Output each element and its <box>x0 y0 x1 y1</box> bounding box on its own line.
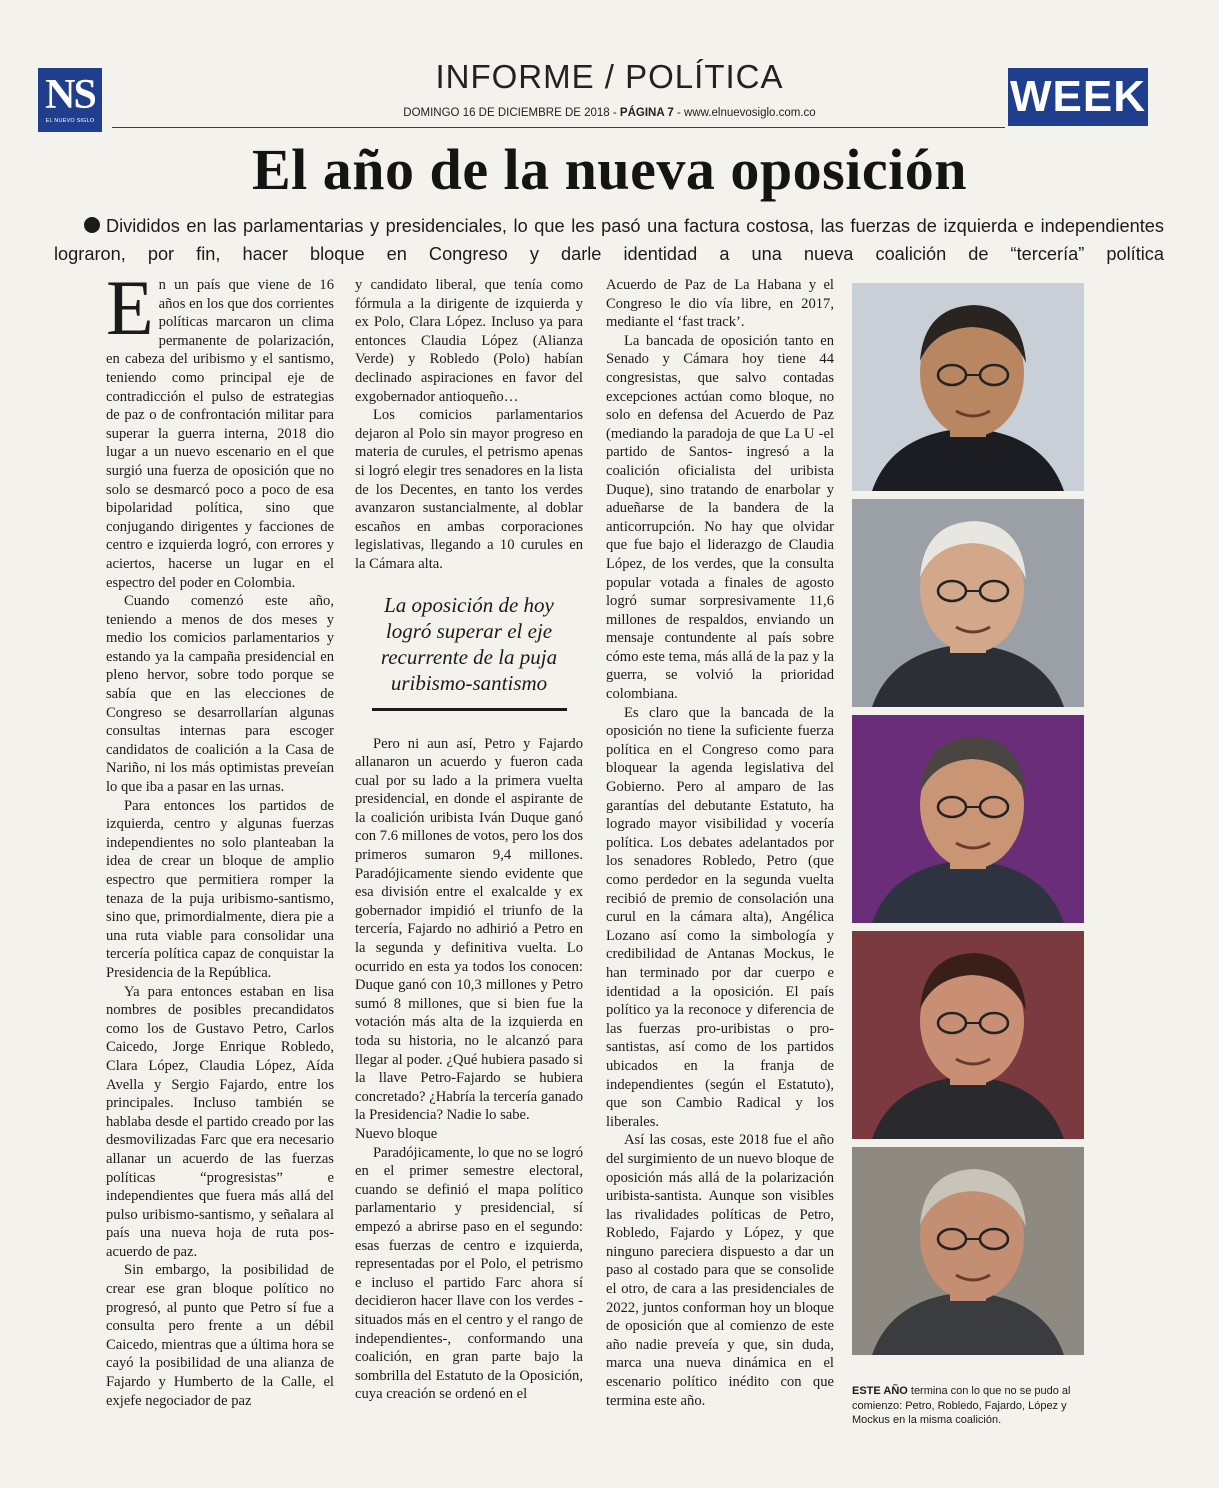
week-badge: WEEK <box>1008 68 1148 126</box>
website-url: - www.elnuevosiglo.com.co <box>673 107 816 119</box>
body-paragraph: Es claro que la bancada de la oposición no tiene la suficiente fuerza política en el Congreso como para bloquear la agenda legislativa del Gobierno. Pero al amparo de las garantías del debutante Estatuto, ha logrado mayor visibilidad y vocería política. Los debates adelantados por los senadores Robledo, Petro (que como perdedor en la segunda vuelta recibió de premio de consolación una curul en la cámara alta), Angélica Lozano así como la simbología y credibilidad de Antanas Mockus, le han terminado por dar cuerpo e identidad a la oposición. El país político ya la reconoce y diferencia de las fuerzas pro-uribistas o pro-santistas, así como de los partidos ubicados en la franja de independientes (según el Estatuto), que son Cambio Radical y los liberales. <box>606 704 834 1130</box>
body-paragraph: Para entonces los partidos de izquierda, centro y algunas fuerzas independientes no solo planteaban la idea de crear un bloque de amplio espectro que permitiera romper la tenaza de la puja uribismo-santismo, sino que, primordialmente, diera pie a una ruta viable para consolidar una tercería política capaz de conquistar la Presidencia de la República. <box>106 797 334 981</box>
body-text: n un país que viene de 16 años en los que dos corrientes políticas marcaron un clima permanente de polarización, en cabeza del uribismo y el santismo, teniendo como principal eje de contradicción el pulso de estrategias de paz o de confrontación militar para superar la guerra interna, 2018 dio lugar a un nuevo escenario en el que surgió una fuerza de oposición que no solo se desmarcó poco a poco de esa bipolaridad política, sino que conjugando dirigentes y facciones de centro e izquierda logró, con errores y aciertos, hacerse un lugar en el espectro del poder en Colombia. <box>106 277 334 591</box>
portrait-photo-5 <box>852 1147 1084 1355</box>
body-paragraph: Acuerdo de Paz de La Habana y el Congreso le dio vía libre, en 2017, mediante el ‘fast track’. <box>606 277 834 331</box>
body-paragraph: Pero ni aun así, Petro y Fajardo allanaron un acuerdo y fueron cada cual por su lado a la primera vuelta presidencial, en donde el aspirante de la coalición uribista Iván Duque ganó con 7.6 millones de votos, pero los dos primeros sumaron 9,4 millones. Paradójicamente siendo evidente que esa división entre el exalcalde y ex gobernador impidió el triunfo de la tercería, Fajardo no adhirió a Petro en la segunda y definitiva vuelta. Lo ocurrido en esta ya todos los conocen: Duque ganó con 10,3 millones y Petro sumó 8 millones, que si bien fue la votación más alta de la izquierda en toda su historia, no le alcanzó para llegar al poder. ¿Qué hubiera pasado si la llave Petro-Fajardo se hubiera concretado? ¿Habría la tercería ganado la Presidencia? Nadie lo sabe. <box>355 735 583 1124</box>
body-paragraph: Así las cosas, este 2018 fue el año del surgimiento de un nuevo bloque de oposición más allá de la polarización uribista-santista. Aunque son visibles las rivalidades políticas de Petro, Robledo, Fajardo y López, y que ninguno pareciera dispuesto a dar un paso al costado para que se consolide el otro, de cara a las presidenciales de 2022, juntos conforman hoy un bloque de oposición que al comienzo de este año nadie preveía y que, sin duda, marca una nueva dinámica en el escenario político inédito con que termina este año. <box>606 1132 834 1409</box>
photo-column <box>852 283 1084 1363</box>
portrait-photo-1 <box>852 283 1084 491</box>
body-paragraph: y candidato liberal, que tenía como fórmula a la dirigente de izquierda y ex Polo, Clara López. Incluso ya para entonces Claudia López (Alianza Verde) y Robledo (Polo) habían declinado aspiraciones en favor del exgobernador antioqueño… <box>355 277 583 405</box>
body-paragraph: Paradójicamente, lo que no se logró en el primer semestre electoral, cuando se definió el mapa político parlamentario y presidencial, sí empezó a abrirse paso en el segundo: esas fuerzas de centro e izquierda, representadas por el Polo, el petrismo e incluso el partido Farc ahora sí decidieron hacer llave con los verdes -situados más en el centro y el rango de independientes-, conformando una coalición, en gran parte bajo la sombrilla del Estatuto de la Oposición, cuya creación se ordenó en el <box>355 1144 583 1403</box>
logo-text: EL NUEVO SIGLO <box>45 118 95 124</box>
page-number: PÁGINA 7 <box>619 107 674 119</box>
section-title: INFORME / POLÍTICA <box>435 58 784 95</box>
masthead-rule <box>112 127 1005 128</box>
body-paragraph: Cuando comenzó este año, teniendo a menos de dos meses y medio los comicios parlamentarios y estando ya la campaña presidencial en pleno hervor, sobre todo porque se sabía que en las elecciones de Congreso se desarrollarían algunas consultas internas para escoger candidatos de coalición a la Casa de Nariño, ni los más optimistas preveían lo que iba a pasar en las urnas. <box>106 593 334 796</box>
lead-text: Divididos en las parlamentarias y presidenciales, lo que les pasó una factura costosa, las fuerzas de izquierda e independientes lograron, por fin, hacer bloque en Congreso y darle identidad a una nueva coalición de “tercería” política <box>54 216 1164 264</box>
drop-cap: E <box>106 264 154 351</box>
article-column-2 <box>355 276 583 1404</box>
article-column-1 <box>106 264 334 1410</box>
body-paragraph: Ya para entonces estaban en lisa nombres de posibles precandidatos como los de Gustavo Petro, Carlos Caicedo, Jorge Enrique Robledo, Clara López, Claudia López, Aída Avella y Sergio Fajardo, entre los principales. Incluso también se hablaba desde el partido creado por las desmovilizadas Farc que era necesario allanar un acuerdo de las fuerzas políticas “progresistas” e independientes que fuera más allá del pulso uribismo-santismo, y señalara al país una nueva hoja de ruta pos-acuerdo de paz. <box>106 983 334 1260</box>
photo-caption <box>852 1384 1092 1428</box>
portrait-photo-4 <box>852 931 1084 1139</box>
caption-lead: ESTE AÑO <box>852 1385 908 1397</box>
bullet-icon <box>84 217 100 233</box>
portrait-photo <box>852 1147 1084 1355</box>
body-paragraph: Los comicios parlamentarios dejaron al Polo sin mayor progreso en materia de curules, el petrismo apenas si logró elegir tres senadores en la lista de los Decentes, en tanto los verdes avanzaron sustancialmente, al doblar escaños en ambas corporaciones legislativas, llegando a 10 curules en la Cámara alta. <box>355 407 583 572</box>
portrait-photo-3 <box>852 715 1084 923</box>
portrait-photo <box>852 499 1084 707</box>
portrait-photo <box>852 931 1084 1139</box>
article-column-3 <box>606 276 834 1410</box>
lead-paragraph <box>54 212 1164 268</box>
caption-text: termina con lo que no se pudo al comienzo: Petro, Robledo, Fajardo, López y Mockus en la misma coalición. <box>852 1385 1071 1426</box>
portrait-photo <box>852 283 1084 491</box>
subheading: Nuevo bloque <box>355 1125 438 1142</box>
logo-mark: NS <box>45 72 95 118</box>
headline: El año de la nueva oposición <box>252 137 967 202</box>
portrait-photo <box>852 715 1084 923</box>
pull-quote-rule <box>372 708 567 711</box>
portrait-photo-2 <box>852 499 1084 707</box>
date-text: DOMINGO 16 DE DICIEMBRE DE 2018 - <box>403 107 620 119</box>
pull-quote: La oposición de hoy logró superar el eje recurrente de la puja uribismo-santismo <box>380 592 558 695</box>
body-paragraph: Sin embargo, la posibilidad de crear ese gran bloque político no progresó, al punto que Petro sí fue a consulta pero frente a un débil Caicedo, mientras que a última hora se cayó la posibilidad de una alianza de Fajardo y Humberto de la Calle, el exjefe negociador de paz <box>106 1262 334 1409</box>
body-paragraph <box>106 264 334 592</box>
body-paragraph: La bancada de oposición tanto en Senado y Cámara hoy tiene 44 congresistas, que salvo contadas excepciones actúan como bloque, no solo en defensa del Acuerdo de Paz (mediando la paradoja de que La U -el partido de Santos- ingresó a la coalición oficialista del uribista Duque), sino tratando de enarbolar y adueñarse de la bandera de la anticorrupción. No hay que olvidar que fue bajo el liderazgo de Claudia López, de los verdes, que la consulta popular votada a finales de agosto logró sumar sorpresivamente 11,6 millones de respaldos, enviando un mensaje contundente al país sobre cómo este tema, más allá de la paz y la guerra, se volvió la prioridad colombiana. <box>606 332 834 703</box>
